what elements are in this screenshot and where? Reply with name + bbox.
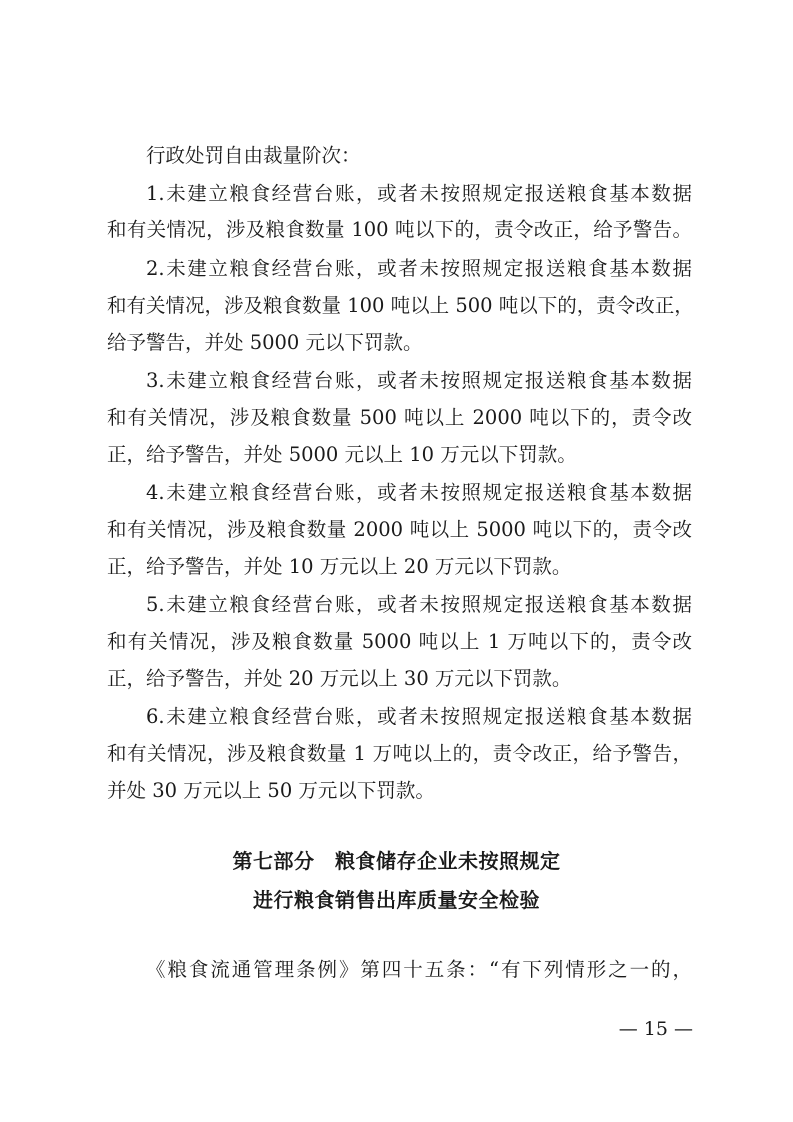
- item-2-line-1: 2.未建立粮食经营台账，或者未按照规定报送粮食基本数据: [146, 257, 692, 280]
- item-3-line-2: 和有关情况，涉及粮食数量 500 吨以上 2000 吨以下的，责令改: [107, 406, 692, 429]
- item-2-line-3: 给予警告，并处 5000 元以下罚款。: [107, 331, 423, 354]
- section-heading-line-1: 第七部分 粮食储存企业未按照规定: [232, 849, 561, 873]
- section-heading-line-2: 进行粮食销售出库质量安全检验: [253, 888, 540, 912]
- item-1-line-1: 1.未建立粮食经营台账，或者未按照规定报送粮食基本数据: [146, 182, 692, 205]
- page-number: — 15 —: [618, 1018, 693, 1040]
- item-4-line-3: 正，给予警告，并处 10 万元以上 20 万元以下罚款。: [107, 555, 572, 578]
- item-4-line-2: 和有关情况，涉及粮食数量 2000 吨以上 5000 吨以下的，责令改: [107, 518, 692, 541]
- item-5-line-2: 和有关情况，涉及粮食数量 5000 吨以上 1 万吨以下的，责令改: [107, 630, 692, 653]
- item-4-line-1: 4.未建立粮食经营台账，或者未按照规定报送粮食基本数据: [146, 481, 692, 504]
- final-paragraph-line: 《粮食流通管理条例》第四十五条：“有下列情形之一的，: [146, 958, 692, 981]
- item-5-line-1: 5.未建立粮食经营台账，或者未按照规定报送粮食基本数据: [146, 593, 692, 616]
- item-2-line-2: 和有关情况，涉及粮食数量 100 吨以上 500 吨以下的，责令改正，: [107, 294, 694, 317]
- item-6-line-2: 和有关情况，涉及粮食数量 1 万吨以上的，责令改正，给予警告，: [107, 742, 692, 765]
- item-3-line-1: 3.未建立粮食经营台账，或者未按照规定报送粮食基本数据: [146, 369, 692, 392]
- item-1-line-2: 和有关情况，涉及粮食数量 100 吨以下的，责令改正，给予警告。: [107, 218, 692, 241]
- item-6-line-3: 并处 30 万元以上 50 万元以下罚款。: [107, 779, 435, 802]
- intro-heading: 行政处罚自由裁量阶次：: [146, 144, 361, 167]
- item-3-line-3: 正，给予警告，并处 5000 元以上 10 万元以下罚款。: [107, 443, 577, 466]
- item-5-line-3: 正，给予警告，并处 20 万元以上 30 万元以下罚款。: [107, 667, 572, 690]
- item-6-line-1: 6.未建立粮食经营台账，或者未按照规定报送粮食基本数据: [146, 705, 692, 728]
